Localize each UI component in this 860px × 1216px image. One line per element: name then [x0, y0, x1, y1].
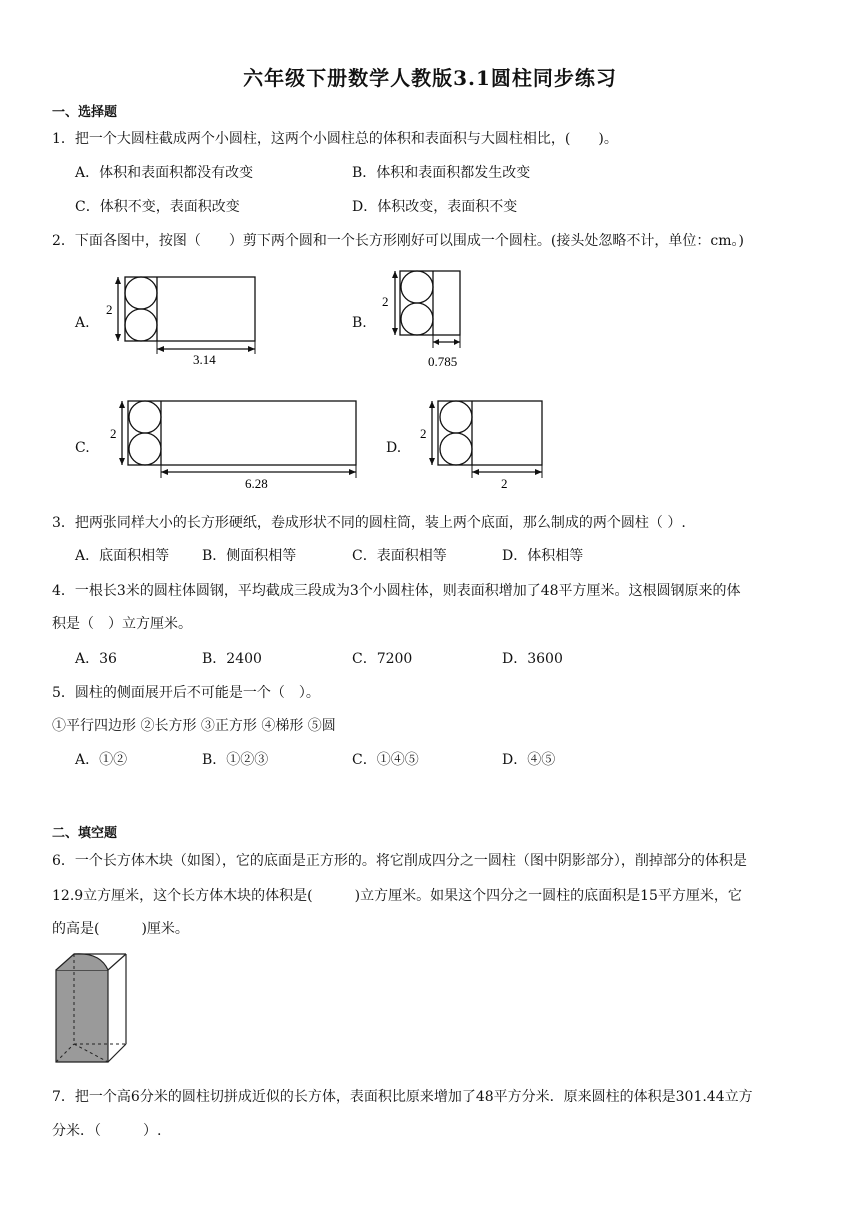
figure-b-height: 2: [382, 294, 389, 309]
question-3-option-b: B．侧面积相等: [202, 548, 297, 564]
figure-b-net: [378, 266, 478, 374]
quarter-cylinder-block-figure: [52, 950, 132, 1066]
question-3-option-c: C．表面积相等: [352, 548, 447, 564]
figure-d-net: [414, 394, 554, 494]
question-4-option-b: B．2400: [202, 651, 262, 667]
question-5-option-b: B．①②③: [202, 752, 269, 768]
figure-c-label: C.: [75, 440, 90, 456]
question-6-stem-line1: 6．一个长方体木块（如图），它的底面是正方形的。将它削成四分之一圆柱（图中阴影部分），削掉部分的体积是: [52, 853, 747, 869]
question-3-option-a: A．底面积相等: [75, 548, 170, 564]
figure-c-height: 2: [110, 426, 117, 441]
question-3-stem: 3．把两张同样大小的长方形硬纸，卷成形状不同的圆柱筒，装上两个底面，那么制成的两个圆柱（ ）.: [52, 515, 686, 531]
question-1-option-c: C．体积不变，表面积改变: [75, 199, 240, 215]
question-7-stem-line1: 7．把一个高6分米的圆柱切拼成近似的长方体，表面积比原来增加了48平方分米．原来圆柱的体积是301.44立方: [52, 1089, 753, 1105]
question-4-stem-line1: 4．一根长3米的圆柱体圆钢，平均截成三段成为3个小圆柱体，则表面积增加了48平方厘米。这根圆钢原来的体: [52, 583, 741, 599]
figure-c-width: 6.28: [245, 476, 268, 491]
question-5-option-d: D．④⑤: [502, 752, 556, 768]
question-4-stem-line2: 积是（ ）立方厘米。: [52, 616, 192, 632]
question-4-option-a: A．36: [75, 651, 117, 667]
question-1-option-d: D．体积改变，表面积不变: [352, 199, 518, 215]
question-5-stem: 5．圆柱的侧面展开后不可能是一个（ ）。: [52, 685, 320, 701]
figure-a-width: 3.14: [193, 352, 216, 367]
question-7-stem-line2: 分米．（ ）.: [52, 1123, 162, 1139]
figure-c-net: [100, 394, 364, 494]
figure-d-height: 2: [420, 426, 427, 441]
figure-b-label: B.: [352, 315, 367, 331]
question-3-option-d: D．体积相等: [502, 548, 584, 564]
question-4-option-d: D．3600: [502, 651, 563, 667]
question-1-stem: 1．把一个大圆柱截成两个小圆柱，这两个小圆柱总的体积和表面积与大圆柱相比，( )。: [52, 131, 618, 147]
question-5-option-c: C．①④⑤: [352, 752, 419, 768]
figure-a-height: 2: [106, 302, 113, 317]
question-6-stem-line2: 12.9立方厘米，这个长方体木块的体积是( )立方厘米。如果这个四分之一圆柱的底面积是15平方厘米，它: [52, 888, 742, 904]
question-5-option-a: A．①②: [75, 752, 128, 768]
question-2-stem: 2．下面各图中，按图（ ）剪下两个圆和一个长方形刚好可以围成一个圆柱。(接头处忽略不计，单位：cm。): [52, 233, 744, 249]
question-1-option-a: A．体积和表面积都没有改变: [75, 165, 254, 181]
figure-a-net: [100, 270, 270, 370]
figure-d-label: D.: [386, 440, 402, 456]
figure-b-width: 0.785: [428, 354, 458, 369]
figure-d-width: 2: [501, 476, 508, 491]
section-heading-fill: 二、填空题: [52, 826, 118, 841]
question-5-items: ①平行四边形 ②长方形 ③正方形 ④梯形 ⑤圆: [52, 718, 336, 734]
figure-a-label: A.: [75, 315, 90, 331]
question-4-option-c: C．7200: [352, 651, 413, 667]
question-6-stem-line3: 的高是( )厘米。: [52, 921, 189, 937]
section-heading-choice: 一、选择题: [52, 105, 118, 120]
page-title: 六年级下册数学人教版3.1圆柱同步练习: [243, 66, 617, 90]
question-1-option-b: B．体积和表面积都发生改变: [352, 165, 531, 181]
